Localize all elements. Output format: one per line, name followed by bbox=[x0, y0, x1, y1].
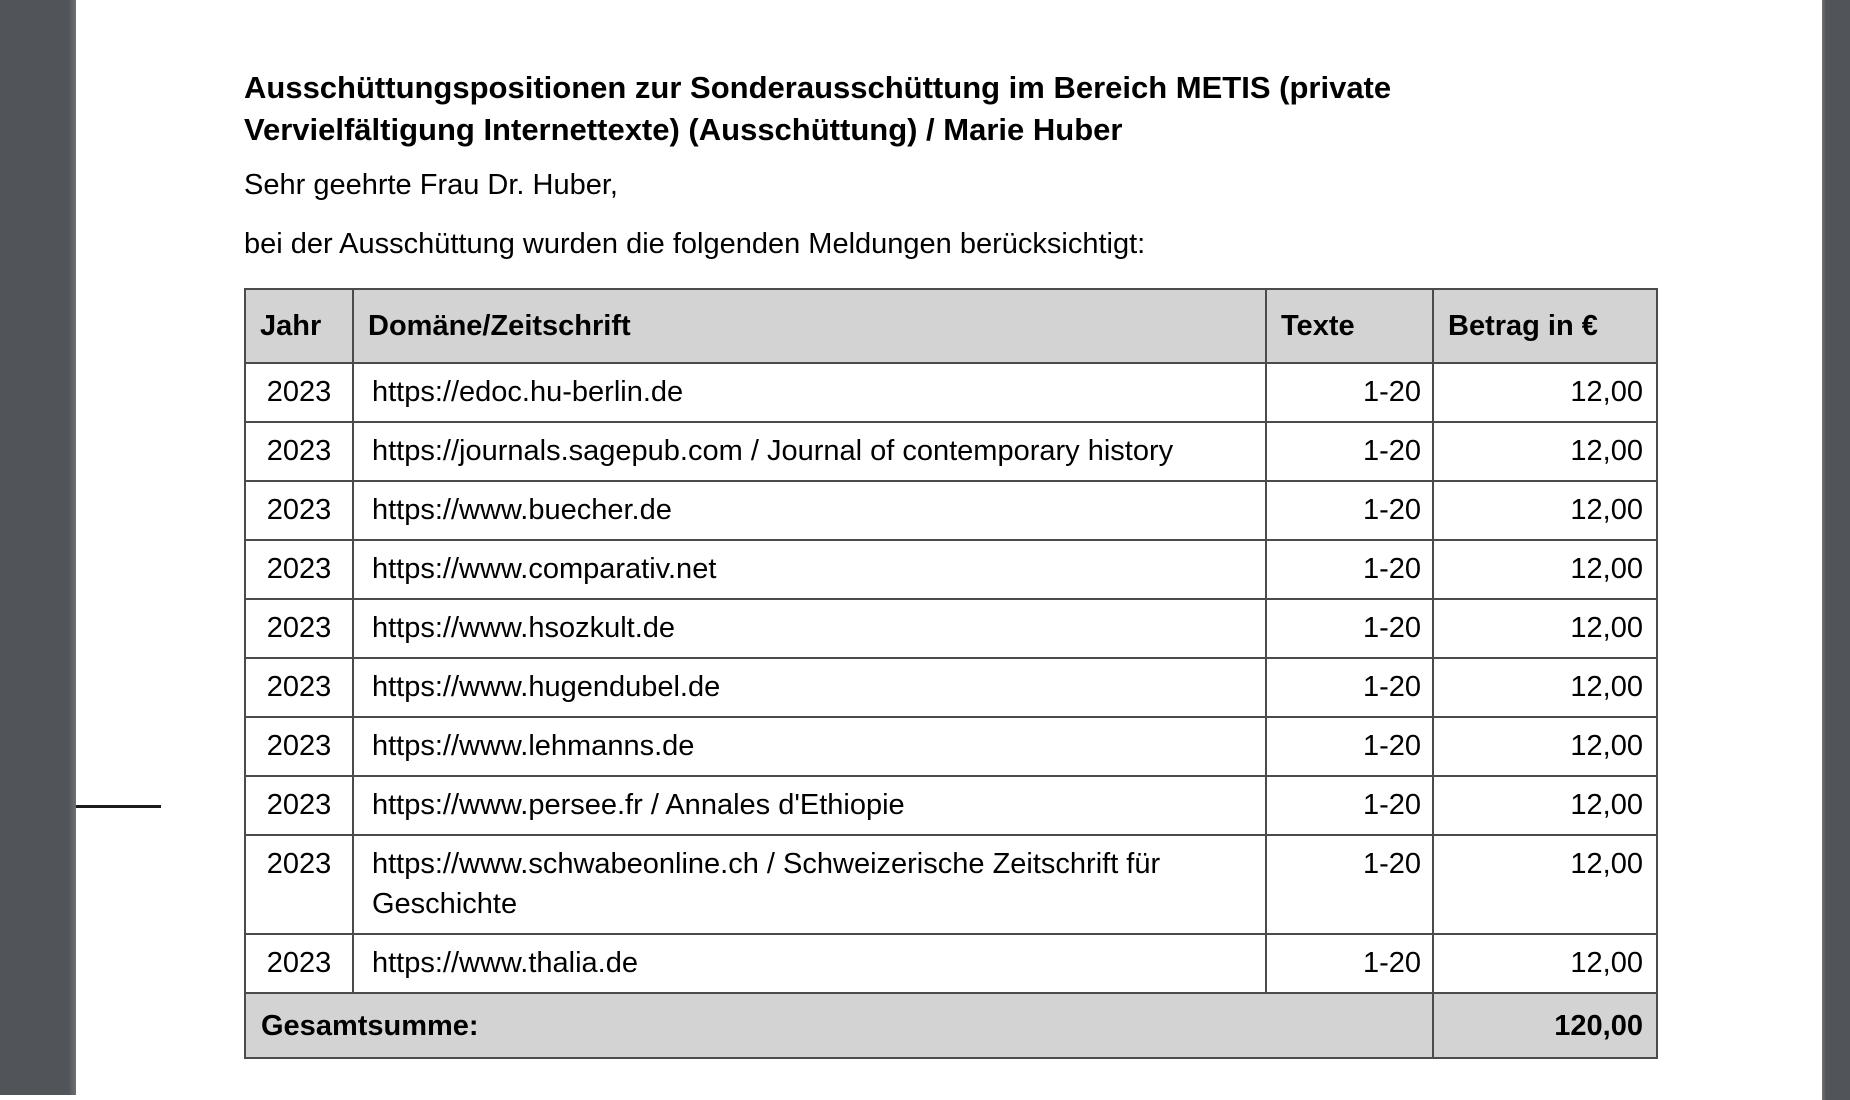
table-row bbox=[245, 934, 1657, 993]
table-row bbox=[245, 835, 1657, 934]
greeting-line: Sehr geehrte Frau Dr. Huber, bbox=[244, 169, 618, 201]
cell-betrag: 12,00 bbox=[1433, 776, 1657, 835]
distribution-table bbox=[244, 288, 1658, 1059]
cell-jahr: 2023 bbox=[245, 481, 353, 540]
table-row bbox=[245, 363, 1657, 422]
cell-texte: 1-20 bbox=[1266, 599, 1433, 658]
cell-domain: https://www.persee.fr / Annales d'Ethiopie bbox=[353, 776, 1266, 835]
table-row bbox=[245, 540, 1657, 599]
viewer-left-margin bbox=[0, 0, 76, 1095]
cell-texte: 1-20 bbox=[1266, 717, 1433, 776]
document-page bbox=[244, 67, 1656, 1059]
total-value: 120,00 bbox=[1433, 993, 1657, 1058]
cell-domain: https://www.buecher.de bbox=[353, 481, 1266, 540]
header-betrag: Betrag in € bbox=[1433, 289, 1657, 363]
cell-betrag: 12,00 bbox=[1433, 717, 1657, 776]
cell-jahr: 2023 bbox=[245, 540, 353, 599]
cell-texte: 1-20 bbox=[1266, 776, 1433, 835]
cell-domain: https://edoc.hu-berlin.de bbox=[353, 363, 1266, 422]
table-row bbox=[245, 422, 1657, 481]
cell-betrag: 12,00 bbox=[1433, 540, 1657, 599]
letter-fold-mark bbox=[76, 805, 161, 808]
cell-betrag: 12,00 bbox=[1433, 658, 1657, 717]
cell-texte: 1-20 bbox=[1266, 481, 1433, 540]
cell-texte: 1-20 bbox=[1266, 422, 1433, 481]
cell-jahr: 2023 bbox=[245, 599, 353, 658]
cell-domain: https://www.lehmanns.de bbox=[353, 717, 1266, 776]
cell-betrag: 12,00 bbox=[1433, 934, 1657, 993]
cell-betrag: 12,00 bbox=[1433, 599, 1657, 658]
cell-jahr: 2023 bbox=[245, 658, 353, 717]
cell-betrag: 12,00 bbox=[1433, 481, 1657, 540]
cell-jahr: 2023 bbox=[245, 422, 353, 481]
cell-domain: https://www.schwabeonline.ch / Schweizerische Zeitschrift für Geschichte bbox=[353, 835, 1266, 934]
cell-domain: https://journals.sagepub.com / Journal of contemporary history bbox=[353, 422, 1266, 481]
cell-betrag: 12,00 bbox=[1433, 422, 1657, 481]
cell-domain: https://www.hsozkult.de bbox=[353, 599, 1266, 658]
cell-jahr: 2023 bbox=[245, 934, 353, 993]
total-label: Gesamtsumme: bbox=[245, 993, 1433, 1058]
header-texte: Texte bbox=[1266, 289, 1433, 363]
cell-betrag: 12,00 bbox=[1433, 835, 1657, 934]
table-row bbox=[245, 776, 1657, 835]
table-total-row bbox=[245, 993, 1657, 1058]
cell-texte: 1-20 bbox=[1266, 934, 1433, 993]
cell-domain: https://www.comparativ.net bbox=[353, 540, 1266, 599]
table-row bbox=[245, 658, 1657, 717]
table-row bbox=[245, 717, 1657, 776]
cell-jahr: 2023 bbox=[245, 717, 353, 776]
viewer-right-margin bbox=[1822, 0, 1850, 1100]
intro-line: bei der Ausschüttung wurden die folgenden Meldungen berücksichtigt: bbox=[244, 228, 1146, 260]
cell-texte: 1-20 bbox=[1266, 540, 1433, 599]
table-row bbox=[245, 481, 1657, 540]
table-row bbox=[245, 599, 1657, 658]
cell-jahr: 2023 bbox=[245, 363, 353, 422]
cell-texte: 1-20 bbox=[1266, 658, 1433, 717]
header-jahr: Jahr bbox=[245, 289, 353, 363]
page-title: Ausschüttungspositionen zur Sonderausschüttung im Bereich METIS (private Vervielfältigung Internettexte) (Ausschüttung) / Marie Huber bbox=[244, 70, 1392, 147]
cell-texte: 1-20 bbox=[1266, 363, 1433, 422]
cell-domain: https://www.hugendubel.de bbox=[353, 658, 1266, 717]
table-header-row bbox=[245, 289, 1657, 363]
header-domain: Domäne/Zeitschrift bbox=[353, 289, 1266, 363]
cell-texte: 1-20 bbox=[1266, 835, 1433, 934]
cell-domain: https://www.thalia.de bbox=[353, 934, 1266, 993]
cell-jahr: 2023 bbox=[245, 776, 353, 835]
cell-betrag: 12,00 bbox=[1433, 363, 1657, 422]
cell-jahr: 2023 bbox=[245, 835, 353, 934]
